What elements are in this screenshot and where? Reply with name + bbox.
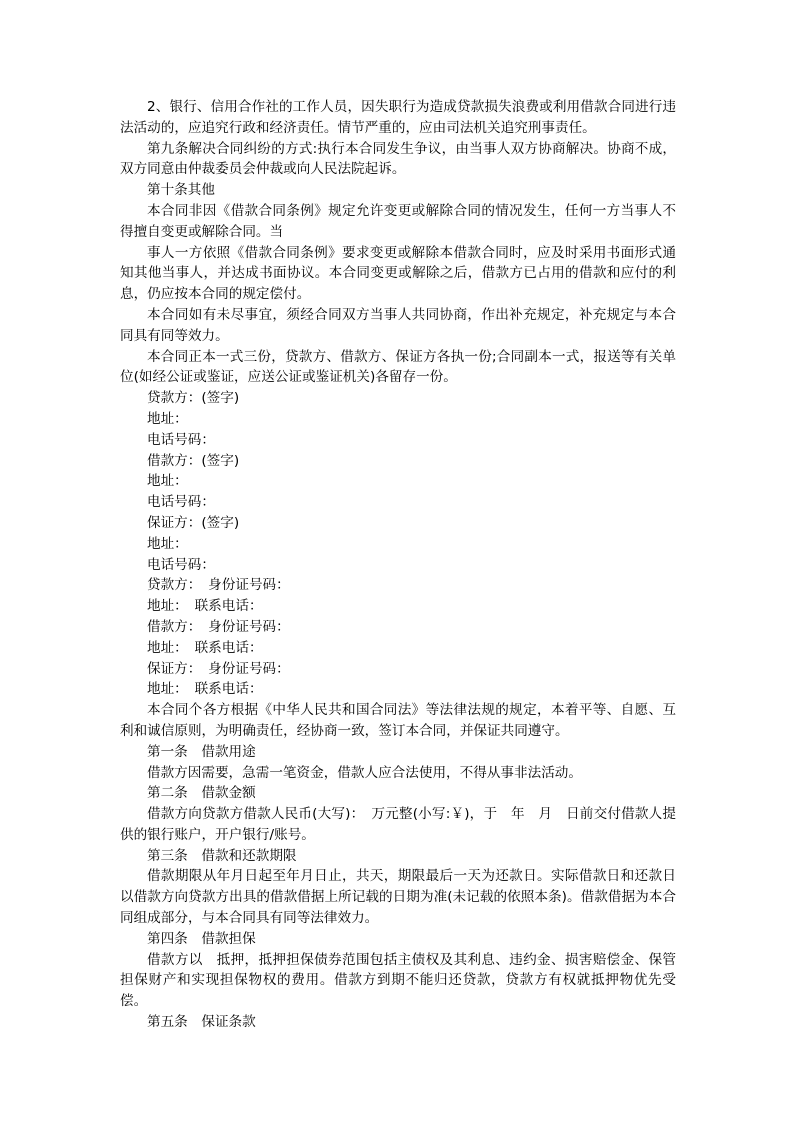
paragraph-supplement: 本合同如有未尽事宜，须经合同双方当事人共同协商，作出补充规定，补充规定与本合同具有同等效力。 xyxy=(120,306,676,344)
field-borrower-id: 借款方： 身份证号码： xyxy=(147,618,290,635)
signature-borrower: 借款方：(签字) xyxy=(147,452,240,469)
paragraph-article-9: 第九条解决合同纠纷的方式:执行本合同发生争议，由当事人双方协商解决。协商不成，双方同意由仲裁委员会仲裁或向人民法院起诉。 xyxy=(120,140,676,178)
field-phone: 电话号码： xyxy=(147,494,215,511)
paragraph-collateral: 借款方以 抵押，抵押担保债券范围包括主债权及其利息、违约金、损害赔偿金、保管担保财产和实现担保物权的费用。借款方到期不能归还贷款，贷款方有权就抵押物优先受偿。 xyxy=(120,951,676,1010)
paragraph-no-unilateral-change: 本合同非因《借款合同条例》规定允许变更或解除合同的情况发生，任何一方当事人不得擅自变更或解除合同。当 xyxy=(120,202,676,240)
heading-article-10: 第十条其他 xyxy=(147,182,215,199)
paragraph-change-procedure: 事人一方依照《借款合同条例》要求变更或解除本借款合同时，应及时采用书面形式通知其他当事人，并达成书面协议。本合同变更或解除之后，借款方已占用的借款和应付的利息，仍应按本合同的规定偿付。 xyxy=(120,244,676,303)
paragraph-term: 借款期限从年月日起至年月日止，共天，期限最后一天为还款日。实际借款日和还款日以借款方向贷款方出具的借款借据上所记载的日期为准(未记载的依照本条)。借款借据为本合同组成部分，与本合同具有同等法律效力。 xyxy=(120,868,676,927)
field-guarantor-id: 保证方： 身份证号码： xyxy=(147,660,290,677)
signature-lender: 贷款方：(签字) xyxy=(147,390,240,407)
heading-article-5: 第五条 保证条款 xyxy=(147,1014,256,1031)
field-address: 地址： xyxy=(147,535,188,552)
field-address: 地址： xyxy=(147,473,188,490)
document-body xyxy=(120,97,676,1033)
signature-guarantor: 保证方：(签字) xyxy=(147,514,240,531)
paragraph-preamble: 本合同个各方根据《中华人民共和国合同法》等法律法规的规定，本着平等、自愿、互利和诚信原则，为明确责任，经协商一致，签订本合同，并保证共同遵守。 xyxy=(120,702,676,739)
field-phone: 电话号码： xyxy=(147,431,215,448)
field-address: 地址： xyxy=(147,410,188,427)
field-phone: 电话号码： xyxy=(147,556,215,573)
field-address-contact: 地址： 联系电话： xyxy=(147,639,263,656)
heading-article-3: 第三条 借款和还款期限 xyxy=(147,847,297,864)
field-address-contact: 地址： 联系电话： xyxy=(147,598,263,615)
field-lender-id: 贷款方： 身份证号码： xyxy=(147,577,290,594)
paragraph-copies: 本合同正本一式三份，贷款方、借款方、保证方各执一份;合同副本一式，报送等有关单位(如经公证或鉴证，应送公证或鉴证机关)各留存一份。 xyxy=(120,348,676,386)
paragraph-purpose: 借款方因需要，急需一笔资金，借款人应合法使用，不得从事非法活动。 xyxy=(147,764,582,781)
heading-article-1: 第一条 借款用途 xyxy=(147,743,256,760)
heading-article-4: 第四条 借款担保 xyxy=(147,930,256,947)
field-address-contact: 地址： 联系电话： xyxy=(147,681,263,698)
paragraph-amount: 借款方向贷款方借款人民币(大写)： 万元整(小写:￥)，于 年 月 日前交付借款人提供的银行账户，开户银行/账号。 xyxy=(120,806,676,843)
heading-article-2: 第二条 借款金额 xyxy=(147,785,256,802)
paragraph-liability: 2、银行、信用合作社的工作人员，因失职行为造成贷款损失浪费或利用借款合同进行违法活动的，应追究行政和经济责任。情节严重的，应由司法机关追究刑事责任。 xyxy=(120,99,676,136)
